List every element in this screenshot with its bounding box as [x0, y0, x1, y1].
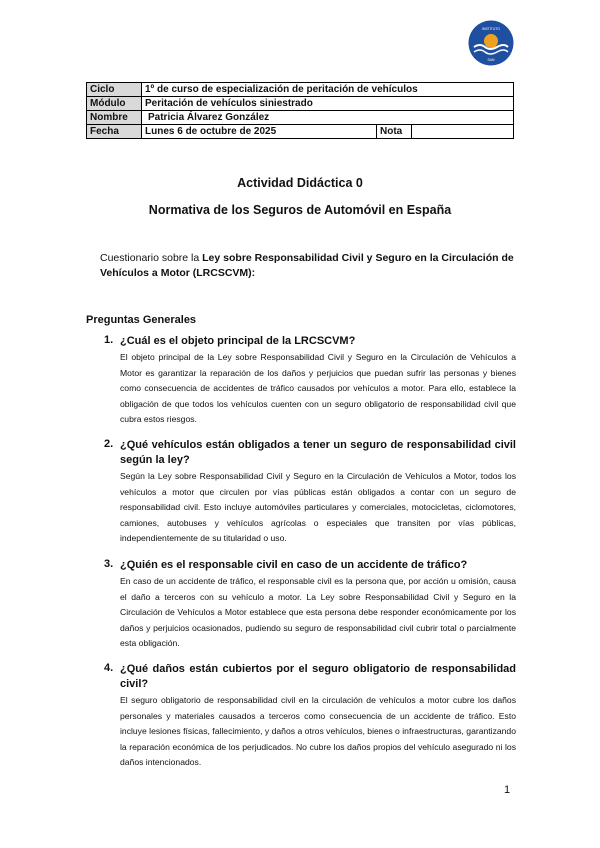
question-text: ¿Quién es el responsable civil en caso de un accidente de tráfico?: [120, 559, 468, 571]
nota-value: [412, 125, 514, 139]
student-info-table: [86, 82, 514, 139]
answer-text: El objeto principal de la Ley sobre Responsabilidad Civil y Seguro en la Circulación de Vehículos a Motor es garantizar la reparación de los daños y perjuicios que puedan sufrir las personas y bienes como consecuencia de accidentes de tráfico causados por vehículos a motor. Para ello, establece la obligación de que todos los vehículos cuenten con un seguro obligatorio de responsabilidad civil que cubra estos riesgos.: [120, 352, 516, 424]
section-title: Preguntas Generales: [86, 314, 197, 326]
modulo-label: Módulo: [87, 97, 142, 111]
svg-text:INSTITUTO: INSTITUTO: [482, 27, 500, 31]
answer-text: El seguro obligatorio de responsabilidad civil en la circulación de vehículos a motor cubre los daños personales y materiales causados a terceros como consecuencia de un accidente de tráfico. Esto incluye lesiones físicas, fallecimiento, y daños a otros vehículos, bienes o infraestructuras, garantizando la reparación económica de los perjudicados. No cubre los daños propios del vehículo asegurado ni los daños intencionados.: [120, 695, 516, 767]
modulo-value: Peritación de vehículos siniestrado: [142, 97, 514, 111]
question-block: [104, 558, 516, 652]
fecha-label: Fecha: [87, 125, 142, 139]
question-number: 1.: [104, 334, 114, 346]
question-text: ¿Cuál es el objeto principal de la LRCSCVM?: [120, 335, 356, 347]
ciclo-label: Ciclo: [87, 83, 142, 97]
page-number: 1: [504, 784, 511, 796]
intro-paragraph: [100, 251, 516, 281]
intro-law-name: Ley sobre Responsabilidad Civil y Seguro en la Circulación de Vehículos a Motor (LRCSCVM):: [100, 252, 514, 279]
question-block: [104, 662, 516, 771]
answer-text: En caso de un accidente de tráfico, el responsable civil es la persona que, por acción u omisión, causa el daño a terceros con su vehículo a motor. La Ley sobre Responsabilidad Civil y Seguro en la Circulación de Vehículos a Motor establece que esta persona debe responder económicamente por los daños y perjuicios ocasionados, pudiendo su seguro de responsabilidad civil cubrir total o parcialmente esta obligación.: [120, 576, 516, 648]
intro-prefix: Cuestionario sobre la: [100, 252, 203, 264]
nombre-value: Patricia Álvarez González: [142, 111, 514, 125]
fecha-value: Lunes 6 de octubre de 2025: [142, 125, 377, 139]
school-logo: [468, 20, 514, 66]
svg-text:SAN: SAN: [487, 58, 495, 62]
question-text: ¿Qué daños están cubiertos por el seguro obligatorio de responsabilidad civil?: [120, 663, 516, 690]
document-subtitle: Normativa de los Seguros de Automóvil en España: [148, 203, 452, 217]
question-number: 3.: [104, 558, 114, 570]
ciclo-value: 1º de curso de especialización de peritación de vehículos: [142, 83, 514, 97]
question-number: 2.: [104, 438, 114, 450]
question-block: [104, 334, 516, 428]
nombre-label: Nombre: [87, 111, 142, 125]
question-number: 4.: [104, 662, 114, 674]
nota-label: Nota: [377, 125, 412, 139]
document-title: Actividad Didáctica 0: [237, 176, 363, 190]
answer-text: Según la Ley sobre Responsabilidad Civil y Seguro en la Circulación de Vehículos a Motor, todos los vehículos a motor que circulen por vías públicas están obligados a contar con un seguro de responsabilidad civil. Esto incluye automóviles particulares y comerciales, motocicletas, ciclomotores, camiones, autobuses y vehículos agrícolas o especiales que transiten por vías públicas, independientemente de su titularidad o uso.: [120, 471, 516, 543]
question-block: [104, 438, 516, 547]
question-text: ¿Qué vehículos están obligados a tener un seguro de responsabilidad civil según la ley?: [120, 439, 516, 466]
